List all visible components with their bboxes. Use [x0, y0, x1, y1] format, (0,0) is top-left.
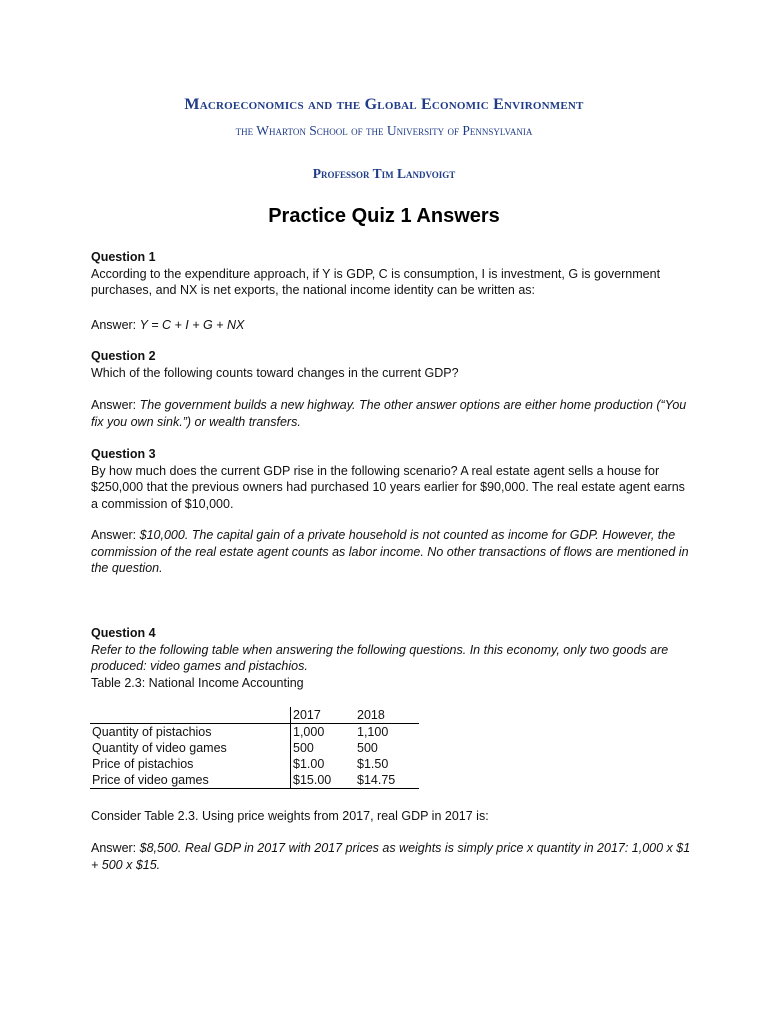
table-cell: $1.50: [357, 757, 389, 771]
course-title: Macroeconomics and the Global Economic Environment: [184, 96, 584, 113]
table-caption: Table 2.3: National Income Accounting: [91, 675, 304, 690]
question-3: [91, 446, 691, 512]
table-cell: Price of video games: [90, 772, 291, 789]
question-3-text: By how much does the current GDP rise in the following scenario? A real estate agent sells a house for $250,000 that the previous owners had purchased 10 years earlier for $90,000. The real estate agent earns a commission of $10,000.: [91, 463, 685, 511]
table-header-cell: 2017: [291, 707, 356, 724]
answer-text: $8,500. Real GDP in 2017 with 2017 prices as weights is simply price x quantity in 2017: 1,000 x $1 + 500 x $15.: [91, 841, 691, 872]
question-1-answer: [91, 317, 691, 334]
table-cell: Quantity of pistachios: [92, 725, 212, 739]
table-row: [90, 756, 419, 772]
question-2: [91, 348, 691, 381]
table-row: [90, 772, 419, 789]
question-2-label: Question 2: [91, 349, 156, 363]
table-cell: Price of pistachios: [92, 757, 194, 771]
national-income-table: [90, 707, 419, 789]
professor-name: Professor Tim Landvoigt: [312, 166, 456, 181]
table-cell: 1,000: [291, 724, 356, 741]
question-1-label: Question 1: [91, 250, 156, 264]
page-title: Practice Quiz 1 Answers: [268, 205, 500, 227]
question-1: [91, 249, 691, 299]
question-4-label: Question 4: [91, 626, 156, 640]
table-cell: 500: [291, 740, 356, 756]
answer-prefix: Answer:: [91, 318, 140, 332]
table-cell: Quantity of video games: [92, 741, 227, 755]
school-name: the Wharton School of the University of Pennsylvania: [235, 123, 533, 138]
question-4-prompt: Consider Table 2.3. Using price weights from 2017, real GDP in 2017 is:: [91, 809, 489, 823]
question-3-answer: [91, 527, 691, 577]
question-4-intro: Refer to the following table when answering the following questions. In this economy, only two goods are produced: video games and pistachios.: [91, 642, 669, 673]
answer-prefix: Answer:: [91, 841, 140, 855]
answer-text: $10,000. The capital gain of a private household is not counted as income for GDP. However, the commission of the real estate agent counts as labor income. No other transactions of flows are mentioned in the question.: [91, 528, 689, 575]
table-header-row: [90, 707, 419, 724]
answer-prefix: Answer:: [91, 398, 140, 412]
table-cell: $15.00: [291, 772, 356, 789]
answer-text: The government builds a new highway. The other answer options are either home production (“You fix you own sink.”) or wealth transfers.: [91, 398, 687, 429]
question-4-answer: [91, 840, 691, 873]
table-row: [90, 740, 419, 756]
question-2-text: Which of the following counts toward changes in the current GDP?: [91, 365, 459, 380]
question-4: [91, 625, 691, 691]
table-cell: $1.00: [291, 756, 356, 772]
answer-text: Y = C + I + G + NX: [139, 318, 245, 332]
table-cell: $14.75: [355, 772, 419, 789]
table-header-cell: 2018: [355, 707, 419, 724]
table-cell: 500: [357, 741, 378, 755]
answer-prefix: Answer:: [91, 528, 140, 542]
question-1-text: According to the expenditure approach, if Y is GDP, C is consumption, I is investment, G is government purchases, and NX is net exports, the national income identity can be written as:: [91, 266, 661, 297]
table-cell: 1,100: [357, 725, 389, 739]
table-header-cell: [90, 707, 291, 724]
table-row: [90, 724, 419, 741]
question-2-answer: [91, 397, 691, 430]
question-3-label: Question 3: [91, 447, 156, 461]
